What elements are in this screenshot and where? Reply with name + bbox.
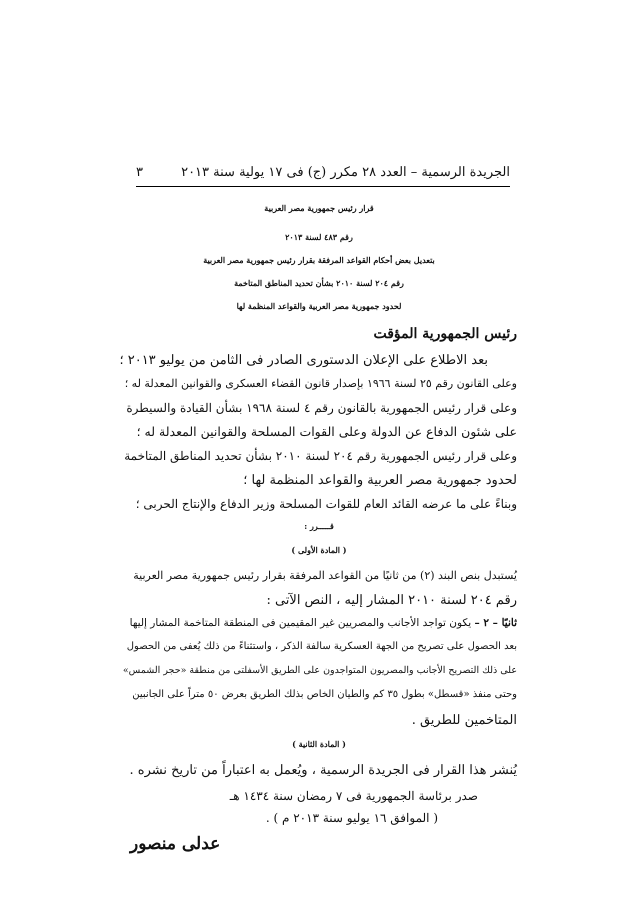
clause-line-3: على ذلك التصريح الأجانب والمصريون المتواجدون على الطريق الأسفلتى من منطقة «حجر الشمس» [122,665,517,676]
article-2-line: يُنشر هذا القرار فى الجريدة الرسمية ، ويُعمل به اعتباراً من تاريخ نشره . [129,763,517,778]
clause-label: ثانيًا – ٢ – [474,617,517,629]
issued-line-2: ( الموافق ١٦ يوليو سنة ٢٠١٣ م ) . [265,811,438,825]
preamble-line-5: وعلى قرار رئيس الجمهورية رقم ٢٠٤ لسنة ٢٠١٠ بشأن تحديد المناطق المتاخمة [124,449,517,463]
issuer-heading: رئيس الجمهورية المؤقت [373,326,517,342]
header-rule [136,186,510,187]
decree-title: قرار رئيس جمهورية مصر العربية [264,203,374,213]
preamble-line-7: وبناءً على ما عرضه القائد العام للقوات المسلحة وزير الدفاع والإنتاج الحربى ؛ [135,497,517,511]
decree-subject-line-2: رقم ٢٠٤ لسنة ٢٠١٠ بشأن تحديد المناطق المتاخمة [234,278,404,288]
issued-line-1: صدر برئاسة الجمهورية فى ٧ رمضان سنة ١٤٣٤ هـ [229,789,478,803]
clause-first-text: يكون تواجد الأجانب والمصريين غير المقيمين فى المنطقة المتاخمة المشار إليها [129,617,472,629]
page-number: ٣ [136,165,143,180]
page-header [136,165,510,180]
clause-first-line [123,618,517,629]
decree-subject-line-3: لحدود جمهورية مصر العربية والقواعد المنظمة لها [236,301,402,311]
clause-line-2: بعد الحصول على تصريح من الجهة العسكرية سالفة الذكر ، واستثناءً من ذلك يُعفى من الحصول [126,641,517,652]
publication-info: الجريدة الرسمية – العدد ٢٨ مكرر (ج) فى ١٧ يولية سنة ٢٠١٣ [181,165,510,180]
article-1-line-2: رقم ٢٠٤ لسنة ٢٠١٠ المشار إليه ، النص الآتى : [266,593,517,608]
preamble-line-1: بعد الاطلاع على الإعلان الدستورى الصادر فى الثامن من يوليو ٢٠١٣ ؛ [119,353,488,368]
clause-line-5: المتاخمين للطريق . [411,713,517,728]
preamble-line-6: لحدود جمهورية مصر العربية والقواعد المنظمة لها ؛ [243,473,517,488]
decree-subject-line-1: بتعديل بعض أحكام القواعد المرفقة بقرار رئيس جمهورية مصر العربية [203,255,435,265]
signature-name: عدلى منصور [130,834,221,854]
decides-heading: قـــــرر : [304,521,334,531]
preamble-line-3: وعلى قرار رئيس الجمهورية بالقانون رقم ٤ لسنة ١٩٦٨ بشأن القيادة والسيطرة [126,401,517,415]
decree-number: رقم ٤٨٣ لسنة ٢٠١٣ [285,232,353,242]
article-1-line-1: يُستبدل بنص البند (٢) من ثانيًا من القواعد المرفقة بقرار رئيس جمهورية مصر العربية [133,569,517,582]
preamble-line-4: على شئون الدفاع عن الدولة وعلى القوات المسلحة والقوانين المعدلة له ؛ [136,424,517,439]
article-2-heading: ( المادة الثانية ) [292,739,346,749]
article-1-heading: ( المادة الأولى ) [291,545,347,555]
preamble-line-2: وعلى القانون رقم ٢٥ لسنة ١٩٦٦ بإصدار قانون القضاء العسكرى والقوانين المعدلة له ؛ [124,377,517,390]
clause-line-4: وحتى منفذ «قسطل» بطول ٣٥ كم والطيان الخاص بذلك الطريق بعرض ٥٠ متراً على الجانبين [132,689,517,700]
